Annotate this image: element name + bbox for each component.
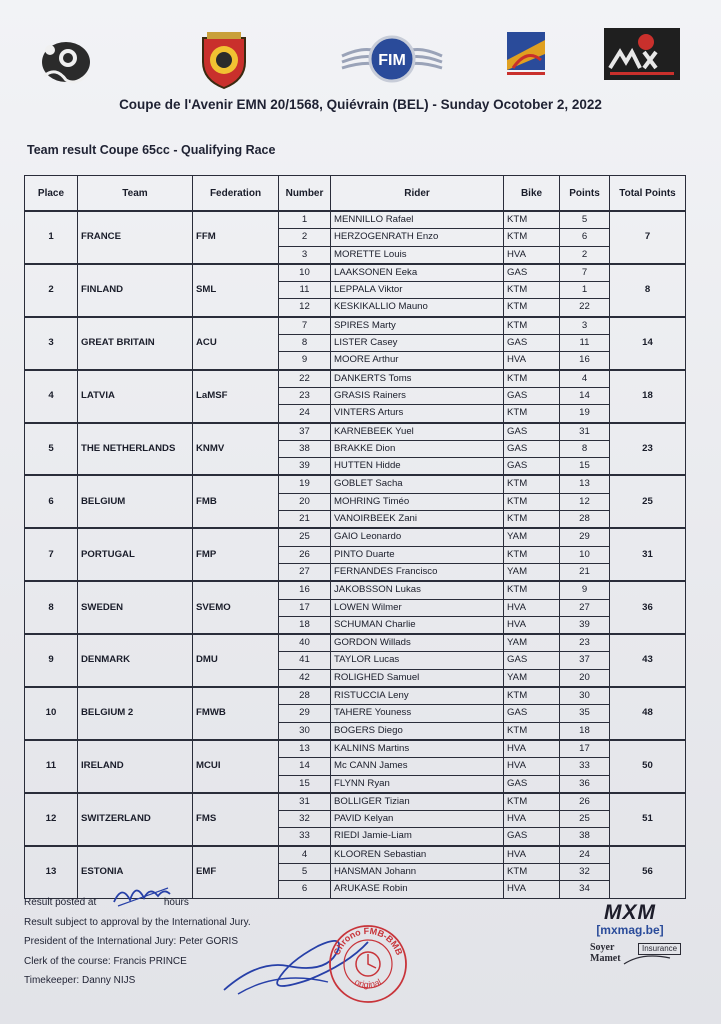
fim-logo-text: FIM — [378, 52, 406, 69]
rider-number-cell: 2 — [279, 229, 331, 246]
rider-name-cell: FLYNN Ryan — [331, 775, 504, 793]
rider-name-cell: Mc CANN James — [331, 758, 504, 775]
rider-number-cell: 31 — [279, 793, 331, 811]
federation-cell: KNMV — [193, 423, 279, 476]
rider-name-cell: TAHERE Youness — [331, 705, 504, 722]
rider-number-cell: 37 — [279, 423, 331, 441]
rider-name-cell: MENNILLO Rafael — [331, 211, 504, 229]
posted-prefix: Result posted at — [24, 897, 97, 908]
rider-name-cell: BRAKKE Dion — [331, 440, 504, 457]
rider-name-cell: KESKIKALLIO Mauno — [331, 299, 504, 317]
rider-name-cell: KARNEBEEK Yuel — [331, 423, 504, 441]
bike-cell: KTM — [504, 493, 560, 510]
points-cell: 19 — [560, 405, 610, 423]
table-row — [25, 634, 686, 652]
table-row — [25, 423, 686, 441]
rider-name-cell: RISTUCCIA Leny — [331, 687, 504, 705]
points-cell: 22 — [560, 299, 610, 317]
federation-cell: FMWB — [193, 687, 279, 740]
total-points-cell: 31 — [610, 528, 686, 581]
total-points-cell: 56 — [610, 846, 686, 898]
place-cell: 3 — [25, 317, 78, 370]
bike-cell: HVA — [504, 246, 560, 264]
rider-number-cell: 6 — [279, 881, 331, 898]
bike-cell: KTM — [504, 687, 560, 705]
points-cell: 36 — [560, 775, 610, 793]
rider-name-cell: BOLLIGER Tizian — [331, 793, 504, 811]
rider-number-cell: 16 — [279, 581, 331, 599]
mamet-text: Mamet — [590, 953, 621, 964]
total-points-cell: 36 — [610, 581, 686, 634]
rider-number-cell: 15 — [279, 775, 331, 793]
team-cell: GREAT BRITAIN — [78, 317, 193, 370]
col-header-place: Place — [25, 176, 78, 212]
points-cell: 26 — [560, 793, 610, 811]
clerk-of-course: Clerk of the course: Francis PRINCE — [24, 955, 187, 967]
bike-cell: YAM — [504, 563, 560, 581]
team-cell: LATVIA — [78, 370, 193, 423]
bike-cell: KTM — [504, 299, 560, 317]
rider-number-cell: 22 — [279, 370, 331, 388]
rider-name-cell: FERNANDES Francisco — [331, 563, 504, 581]
bike-cell: HVA — [504, 740, 560, 758]
col-header-total-points: Total Points — [610, 176, 686, 212]
federation-cell: FMS — [193, 793, 279, 846]
points-cell: 2 — [560, 246, 610, 264]
rider-number-cell: 10 — [279, 264, 331, 282]
points-cell: 38 — [560, 828, 610, 846]
rider-name-cell: GRASIS Rainers — [331, 387, 504, 404]
rider-number-cell: 7 — [279, 317, 331, 335]
place-cell: 2 — [25, 264, 78, 317]
logo-row — [0, 28, 721, 94]
bike-cell: KTM — [504, 511, 560, 529]
rider-number-cell: 18 — [279, 616, 331, 634]
rider-name-cell: KALNINS Martins — [331, 740, 504, 758]
rider-number-cell: 23 — [279, 387, 331, 404]
rider-name-cell: MOORE Arthur — [331, 352, 504, 370]
total-points-cell: 8 — [610, 264, 686, 317]
points-cell: 7 — [560, 264, 610, 282]
place-cell: 6 — [25, 475, 78, 528]
rider-name-cell: HANSMAN Johann — [331, 863, 504, 880]
rider-number-cell: 14 — [279, 758, 331, 775]
place-cell: 9 — [25, 634, 78, 687]
total-points-cell: 50 — [610, 740, 686, 793]
team-cell: IRELAND — [78, 740, 193, 793]
table-row — [25, 370, 686, 388]
svg-text:original — [353, 977, 383, 990]
rider-name-cell: RIEDI Jamie-Liam — [331, 828, 504, 846]
bike-cell: GAS — [504, 335, 560, 352]
total-points-cell: 25 — [610, 475, 686, 528]
jury-note: Result subject to approval by the International Jury. — [24, 916, 251, 928]
points-cell: 15 — [560, 458, 610, 476]
col-header-bike: Bike — [504, 176, 560, 212]
table-row — [25, 264, 686, 282]
rider-number-cell: 4 — [279, 846, 331, 864]
rider-number-cell: 11 — [279, 282, 331, 299]
team-cell: SWITZERLAND — [78, 793, 193, 846]
rider-name-cell: PAVID Kelyan — [331, 811, 504, 828]
stamp-top-text: Chrono FMB-BMB — [331, 925, 405, 957]
rider-number-cell: 30 — [279, 722, 331, 740]
points-cell: 1 — [560, 282, 610, 299]
rider-number-cell: 38 — [279, 440, 331, 457]
federation-cell: MCUI — [193, 740, 279, 793]
stamp-bottom-text: original — [353, 976, 383, 990]
table-header-row — [25, 176, 686, 212]
bike-cell: GAS — [504, 458, 560, 476]
bike-cell: HVA — [504, 811, 560, 828]
federation-cell: FMP — [193, 528, 279, 581]
place-cell: 12 — [25, 793, 78, 846]
sponsor-swoosh-icon — [622, 952, 672, 966]
mxm-logo-text: MXM — [604, 901, 656, 924]
place-cell: 1 — [25, 211, 78, 264]
table-row — [25, 317, 686, 335]
rider-name-cell: ARUKASE Robin — [331, 881, 504, 898]
team-cell: BELGIUM 2 — [78, 687, 193, 740]
rider-number-cell: 40 — [279, 634, 331, 652]
points-cell: 12 — [560, 493, 610, 510]
points-cell: 35 — [560, 705, 610, 722]
bike-cell: GAS — [504, 264, 560, 282]
points-cell: 18 — [560, 722, 610, 740]
bike-cell: YAM — [504, 528, 560, 546]
bike-cell: KTM — [504, 581, 560, 599]
total-points-cell: 51 — [610, 793, 686, 846]
team-cell: DENMARK — [78, 634, 193, 687]
rider-name-cell: MORETTE Louis — [331, 246, 504, 264]
place-cell: 8 — [25, 581, 78, 634]
bike-cell: KTM — [504, 211, 560, 229]
rider-name-cell: ROLIGHED Samuel — [331, 669, 504, 687]
federation-cell: ACU — [193, 317, 279, 370]
rider-number-cell: 33 — [279, 828, 331, 846]
points-cell: 34 — [560, 881, 610, 898]
rider-name-cell: LEPPALA Viktor — [331, 282, 504, 299]
team-results-body — [25, 211, 686, 898]
col-header-team: Team — [78, 176, 193, 212]
rider-number-cell: 20 — [279, 493, 331, 510]
team-cell: BELGIUM — [78, 475, 193, 528]
chrono-stamp — [326, 922, 410, 1006]
bike-cell: KTM — [504, 317, 560, 335]
bike-cell: GAS — [504, 387, 560, 404]
points-cell: 5 — [560, 211, 610, 229]
points-cell: 27 — [560, 599, 610, 616]
rider-name-cell: DANKERTS Toms — [331, 370, 504, 388]
team-results-table — [24, 175, 686, 899]
rider-number-cell: 42 — [279, 669, 331, 687]
bike-cell: GAS — [504, 828, 560, 846]
bike-cell: HVA — [504, 599, 560, 616]
points-cell: 11 — [560, 335, 610, 352]
event-title: Coupe de l'Avenir EMN 20/1568, Quiévrain (BEL) - Sunday Ocotober 2, 2022 — [119, 97, 602, 112]
rider-name-cell: MOHRING Timéo — [331, 493, 504, 510]
bike-cell: KTM — [504, 722, 560, 740]
total-points-cell: 18 — [610, 370, 686, 423]
rider-name-cell: VINTERS Arturs — [331, 405, 504, 423]
rider-name-cell: TAYLOR Lucas — [331, 652, 504, 669]
rider-name-cell: KLOOREN Sebastian — [331, 846, 504, 864]
team-cell: THE NETHERLANDS — [78, 423, 193, 476]
rider-number-cell: 5 — [279, 863, 331, 880]
rider-name-cell: SPIRES Marty — [331, 317, 504, 335]
rider-name-cell: LOWEN Wilmer — [331, 599, 504, 616]
bike-cell: KTM — [504, 863, 560, 880]
points-cell: 17 — [560, 740, 610, 758]
table-row — [25, 846, 686, 864]
rider-number-cell: 39 — [279, 458, 331, 476]
team-cell: FRANCE — [78, 211, 193, 264]
place-cell: 5 — [25, 423, 78, 476]
bike-cell: KTM — [504, 475, 560, 493]
mxm-logo — [578, 902, 682, 937]
federation-cell: SML — [193, 264, 279, 317]
points-cell: 21 — [560, 563, 610, 581]
table-row — [25, 475, 686, 493]
rider-number-cell: 21 — [279, 511, 331, 529]
federation-cell: LaMSF — [193, 370, 279, 423]
rider-number-cell: 28 — [279, 687, 331, 705]
total-points-cell: 48 — [610, 687, 686, 740]
points-cell: 14 — [560, 387, 610, 404]
points-cell: 29 — [560, 528, 610, 546]
table-row — [25, 740, 686, 758]
points-cell: 37 — [560, 652, 610, 669]
mxm-logo-url: [mxmag.be] — [596, 923, 664, 937]
fim-logo — [338, 32, 446, 86]
rider-name-cell: GAIO Leonardo — [331, 528, 504, 546]
rider-number-cell: 32 — [279, 811, 331, 828]
soyer-text: Soyer — [590, 942, 615, 953]
bike-cell: KTM — [504, 370, 560, 388]
bike-cell: GAS — [504, 652, 560, 669]
results-subtitle: Team result Coupe 65cc - Qualifying Race — [27, 143, 276, 157]
bike-cell: KTM — [504, 405, 560, 423]
place-cell: 4 — [25, 370, 78, 423]
rider-number-cell: 29 — [279, 705, 331, 722]
total-points-cell: 14 — [610, 317, 686, 370]
posted-suffix: hours — [163, 897, 189, 908]
rider-number-cell: 41 — [279, 652, 331, 669]
bike-cell: KTM — [504, 282, 560, 299]
table-row — [25, 793, 686, 811]
bike-cell: YAM — [504, 634, 560, 652]
points-cell: 33 — [560, 758, 610, 775]
bike-cell: GAS — [504, 423, 560, 441]
federation-cell: DMU — [193, 634, 279, 687]
total-points-cell: 7 — [610, 211, 686, 264]
rider-name-cell: PINTO Duarte — [331, 546, 504, 563]
bike-cell: HVA — [504, 758, 560, 775]
points-cell: 23 — [560, 634, 610, 652]
mx-organisation-logo — [604, 28, 680, 80]
rider-number-cell: 27 — [279, 563, 331, 581]
points-cell: 39 — [560, 616, 610, 634]
federation-crest-logo — [197, 32, 251, 90]
table-row — [25, 581, 686, 599]
bike-cell: GAS — [504, 705, 560, 722]
rider-name-cell: GORDON Willads — [331, 634, 504, 652]
bike-cell: HVA — [504, 352, 560, 370]
team-cell: FINLAND — [78, 264, 193, 317]
points-cell: 6 — [560, 229, 610, 246]
federation-cell: SVEMO — [193, 581, 279, 634]
col-header-federation: Federation — [193, 176, 279, 212]
rider-name-cell: LAAKSONEN Eeka — [331, 264, 504, 282]
points-cell: 31 — [560, 423, 610, 441]
col-header-number: Number — [279, 176, 331, 212]
rider-name-cell: VANOIRBEEK Zani — [331, 511, 504, 529]
rider-number-cell: 26 — [279, 546, 331, 563]
points-cell: 13 — [560, 475, 610, 493]
rider-number-cell: 12 — [279, 299, 331, 317]
rider-number-cell: 25 — [279, 528, 331, 546]
club-logo — [36, 36, 94, 88]
team-cell: PORTUGAL — [78, 528, 193, 581]
points-cell: 3 — [560, 317, 610, 335]
points-cell: 24 — [560, 846, 610, 864]
col-header-rider: Rider — [331, 176, 504, 212]
rider-name-cell: JAKOBSSON Lukas — [331, 581, 504, 599]
bike-cell: GAS — [504, 775, 560, 793]
rider-name-cell: LISTER Casey — [331, 335, 504, 352]
rider-name-cell: HERZOGENRATH Enzo — [331, 229, 504, 246]
federation-cell: FMB — [193, 475, 279, 528]
rider-number-cell: 8 — [279, 335, 331, 352]
bike-cell: HVA — [504, 616, 560, 634]
place-cell: 13 — [25, 846, 78, 898]
points-cell: 25 — [560, 811, 610, 828]
rider-number-cell: 13 — [279, 740, 331, 758]
table-row — [25, 211, 686, 229]
points-cell: 28 — [560, 511, 610, 529]
rider-name-cell: SCHUMAN Charlie — [331, 616, 504, 634]
points-cell: 20 — [560, 669, 610, 687]
points-cell: 8 — [560, 440, 610, 457]
bike-cell: HVA — [504, 846, 560, 864]
total-points-cell: 43 — [610, 634, 686, 687]
emf-logo — [503, 30, 549, 80]
bike-cell: KTM — [504, 229, 560, 246]
team-cell: ESTONIA — [78, 846, 193, 898]
points-cell: 32 — [560, 863, 610, 880]
place-cell: 11 — [25, 740, 78, 793]
place-cell: 10 — [25, 687, 78, 740]
rider-number-cell: 17 — [279, 599, 331, 616]
rider-number-cell: 9 — [279, 352, 331, 370]
points-cell: 4 — [560, 370, 610, 388]
bike-cell: KTM — [504, 546, 560, 563]
points-cell: 9 — [560, 581, 610, 599]
points-cell: 16 — [560, 352, 610, 370]
soyer-mamet-logo — [588, 942, 684, 968]
team-cell: SWEDEN — [78, 581, 193, 634]
jury-president: President of the International Jury: Peter GORIS — [24, 936, 238, 947]
federation-cell: EMF — [193, 846, 279, 898]
bike-cell: GAS — [504, 440, 560, 457]
col-header-points: Points — [560, 176, 610, 212]
rider-name-cell: BOGERS Diego — [331, 722, 504, 740]
table-row — [25, 687, 686, 705]
rider-number-cell: 1 — [279, 211, 331, 229]
place-cell: 7 — [25, 528, 78, 581]
total-points-cell: 23 — [610, 423, 686, 476]
insurance-badge: Insurance — [638, 943, 681, 955]
rider-number-cell: 19 — [279, 475, 331, 493]
timekeeper: Timekeeper: Danny NIJS — [24, 975, 136, 986]
rider-number-cell: 24 — [279, 405, 331, 423]
bike-cell: HVA — [504, 881, 560, 898]
rider-name-cell: GOBLET Sacha — [331, 475, 504, 493]
posted-time-handwriting — [108, 880, 178, 910]
bike-cell: KTM — [504, 793, 560, 811]
federation-cell: FFM — [193, 211, 279, 264]
table-row — [25, 528, 686, 546]
points-cell: 30 — [560, 687, 610, 705]
rider-name-cell: HUTTEN Hidde — [331, 458, 504, 476]
points-cell: 10 — [560, 546, 610, 563]
rider-number-cell: 3 — [279, 246, 331, 264]
bike-cell: YAM — [504, 669, 560, 687]
